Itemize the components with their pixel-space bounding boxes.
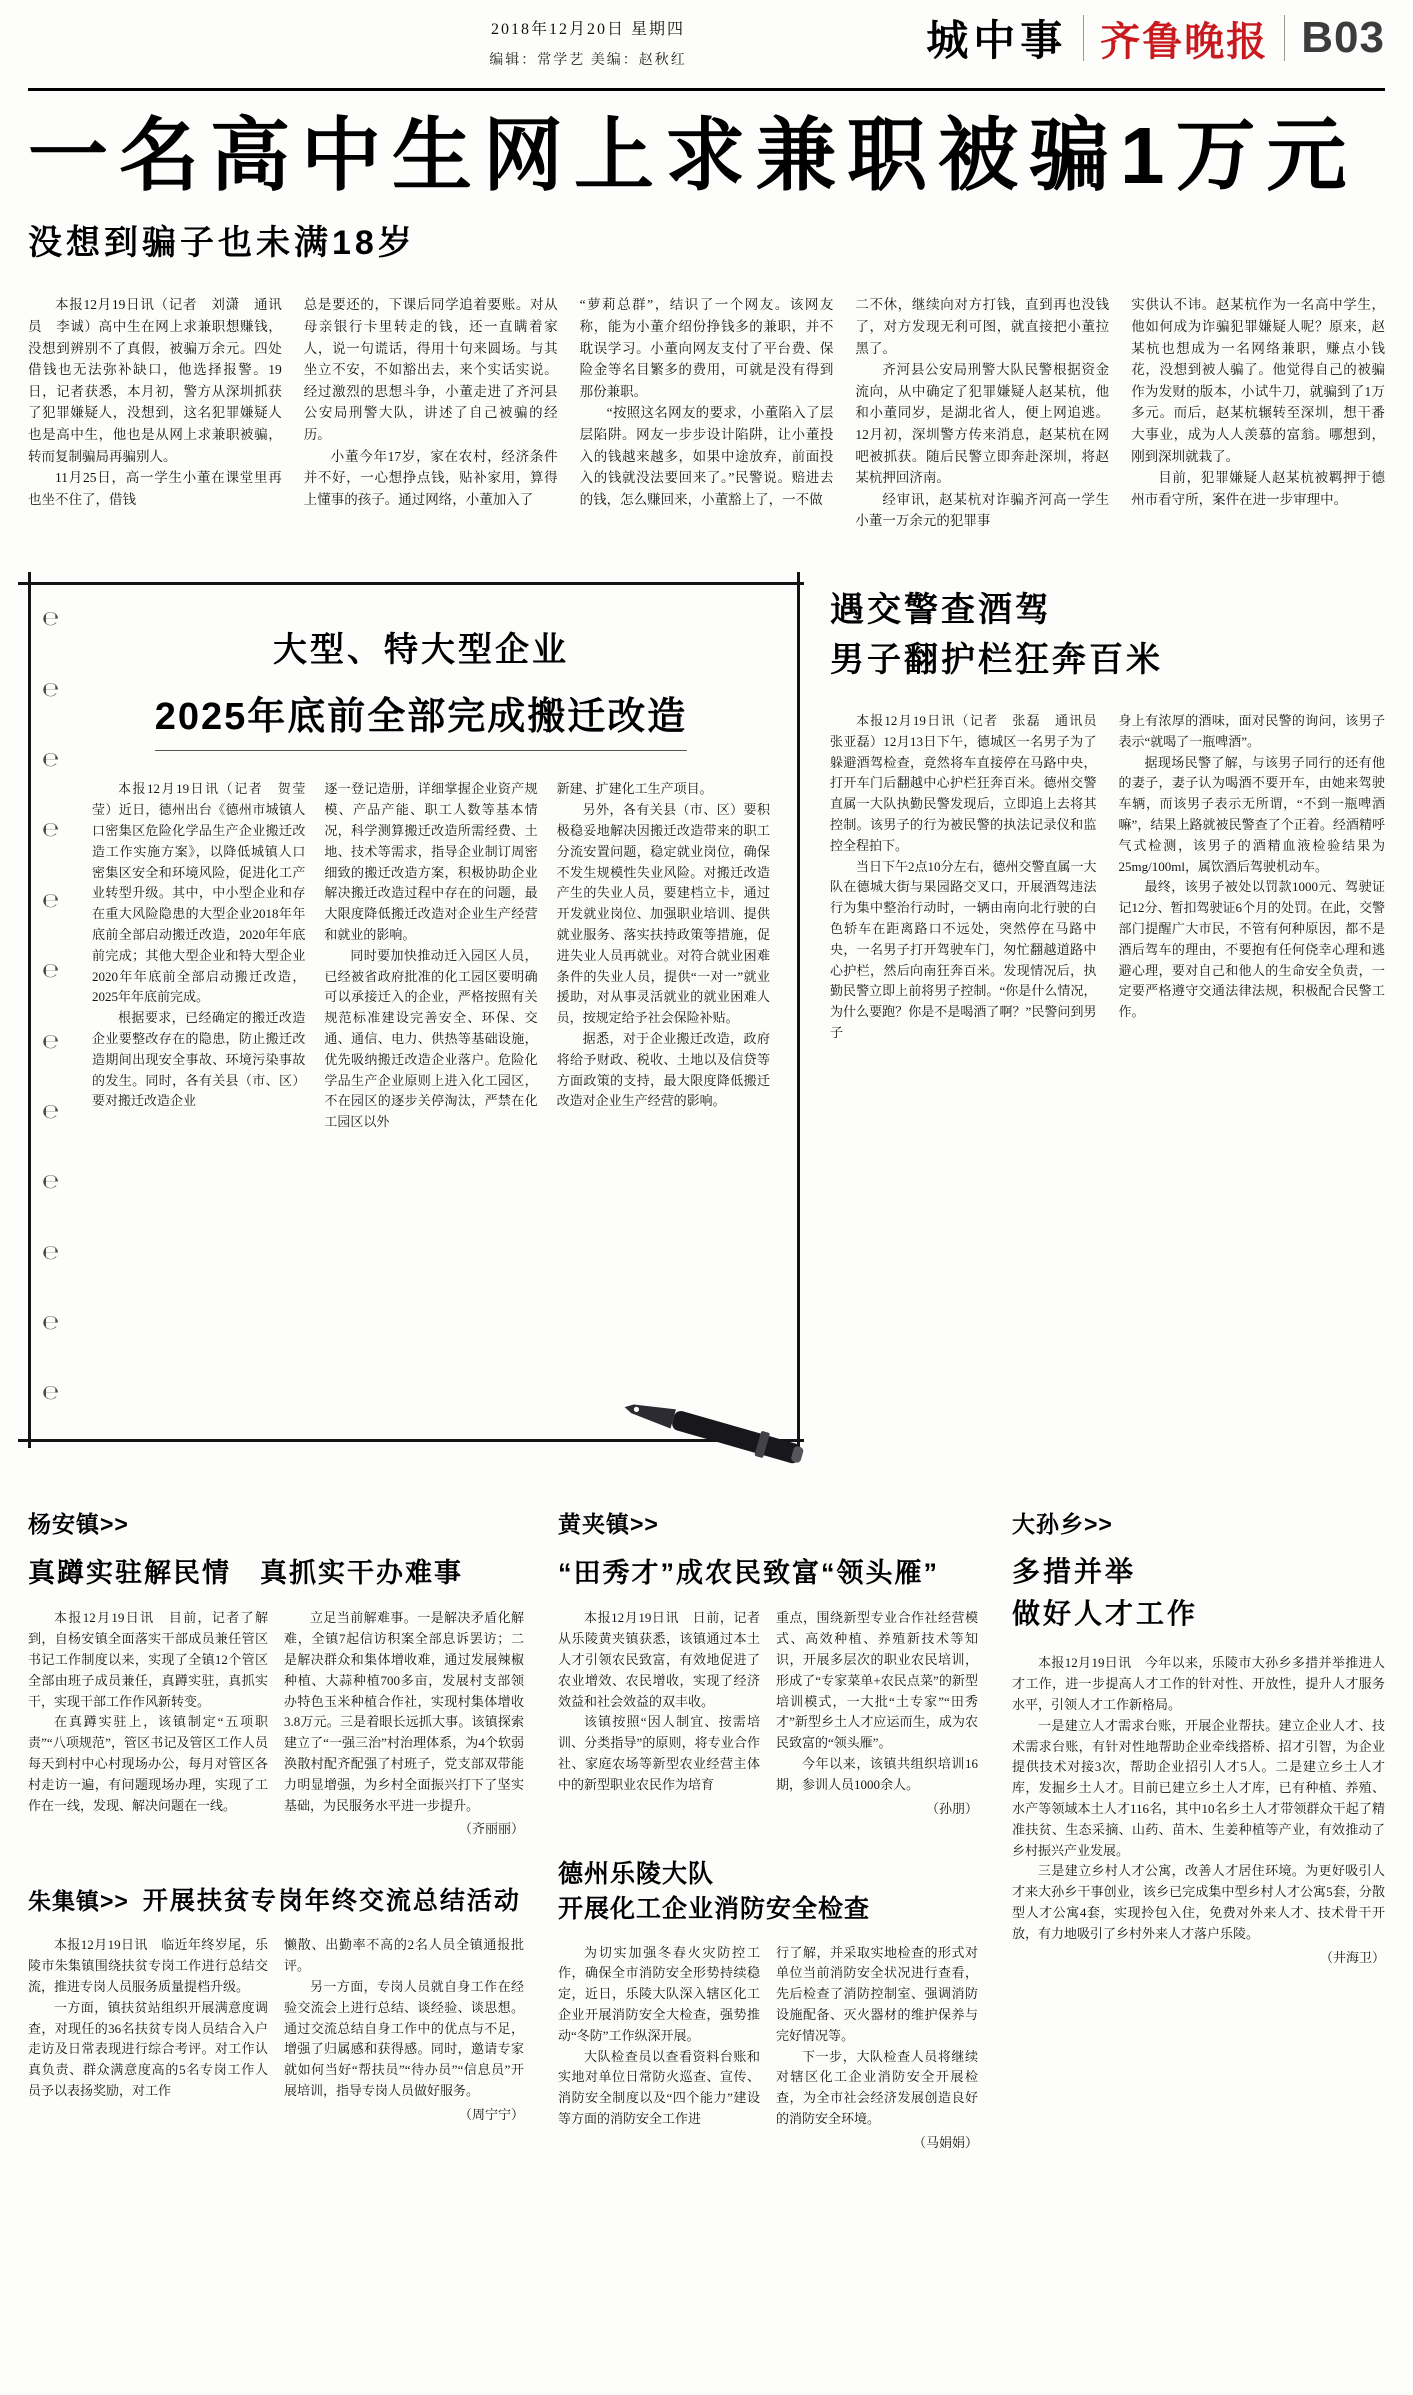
- lead-story: [28, 113, 1385, 542]
- yangan-title: 真蹲实驻解民情 真抓实干办难事: [28, 1558, 463, 1589]
- body-paragraph: “萝莉总群”，结识了一个网友。该网友称，能为小董介绍份挣钱多的兼职，并不耽误学习。小董向网友支付了平台费、保险金等名目繁多的费用，可就是没有得到那份兼职。: [579, 297, 834, 399]
- section-title: 城中事: [926, 17, 1068, 64]
- page-number: B03: [1301, 13, 1385, 62]
- body-paragraph: 齐河县公安局刑警大队民警根据资金流向，从中确定了犯罪嫌疑人赵某杭，他和小董同岁，是湖北省人，便上网追逃。12月初，深圳警方传来消息，赵某杭在网吧被抓获。随后民警立即奔赴深圳，将赵某杭押回济南。: [855, 362, 1110, 486]
- drunk-driving-body: [830, 711, 1385, 1044]
- body-paragraph: 本报12月19日讯 目前，记者了解到，自杨安镇全面落实干部成员兼任管区书记工作制度以来，实现了全镇12个管区全部由班子成员兼任，真蹲实驻，真抓实干，实现干部工作作风新转变。: [28, 1610, 268, 1709]
- body-paragraph: 一方面，镇扶贫站组织开展满意度调查，对现任的36名扶贫专岗人员结合入户走访及日常表现进行综合考评。对工作认真负责、群众满意度高的5名专岗工作人员予以表扬奖励，对工作: [28, 1999, 268, 2098]
- zhuji-body: [28, 1935, 524, 2122]
- lead-headline: 一名高中生网上求兼职被骗1万元: [28, 111, 1358, 200]
- yangan-story: [28, 1506, 524, 1837]
- body-paragraph: 本报12月19日讯（记者 刘潇 通讯员 李诚）高中生在网上求兼职想赚钱，没想到辨别不了真假，被骗万余元。四处借钱也无法弥补缺口，他选择报警。19日，记者获悉，本月初，警方从深圳抓获了犯罪嫌疑人，没想到，这名犯罪嫌疑人也是高中生，他也是从网上求兼职被骗，转而复制骗局再骗别人。: [28, 297, 282, 464]
- body-paragraph: 同时要加快推动迁入园区人员，已经被省政府批准的化工园区要明确可以承接迁入的企业，严格按照有关规范标准建设完善安全、环保、交通、通信、电力、供热等基础设施，优先吸纳搬迁改造企业落户。危险化学品生产企业原则上进入化工园区，不在园区的逐步关停淘汰，严禁在化工园区以外: [324, 947, 538, 1130]
- body-paragraph: 下一步，大队检查人员将继续对辖区化工企业消防安全开展检查，为全市社会经济发展创造良好的消防安全环境。: [776, 2048, 978, 2126]
- yangan-body: [28, 1608, 524, 1837]
- lead-column-5: [1131, 294, 1385, 542]
- quote-ornament-icon: [42, 1171, 62, 1191]
- huangjia-title: “田秀才”成农民致富“领头雁”: [558, 1558, 939, 1589]
- fire-column-2: [776, 1943, 978, 2151]
- divider: [1284, 15, 1285, 61]
- quote-ornament-icon: [42, 679, 62, 699]
- lead-column-2: [304, 294, 558, 542]
- zhuji-column-1: [28, 1935, 268, 2122]
- bottom-group-1: [28, 1506, 524, 2150]
- body-paragraph: 逐一登记造册，详细掌握企业资产规模、产品产能、职工人数等基本情况，科学测算搬迁改造所需经费、土地、技术等需求，指导企业制订周密细致的搬迁改造方案，积极协助企业解决搬迁改造过程中存在的问题，最大限度降低搬迁改造对企业生产经营和就业的影响。: [324, 781, 538, 942]
- yangan-column-2: [284, 1608, 524, 1837]
- zhuji-title: 开展扶贫专岗年终交流总结活动: [142, 1887, 521, 1916]
- body-paragraph: 立足当前解难事。一是解决矛盾化解难，全镇7起信访积案全部息诉罢访；二是解决群众和集体增收难，通过发展辣椒种植、大蒜种植700多亩，发展村支部领办特色玉米种植合作社，实现村集体增收3.8万元。三是着眼长远抓大事。该镇探索建立了“一强三治”村治理体系，为4个软弱涣散村配齐配强了村班子，党支部双带能力明显增强，为乡村全面振兴打下了坚实基础，为民服务水平进一步提升。: [284, 1610, 524, 1813]
- huangjia-column-2: [776, 1608, 978, 1816]
- body-paragraph: 目前，犯罪嫌疑人赵某杭被羁押于德州市看守所，案件在进一步审理中。: [1131, 470, 1385, 507]
- bottom-group-3: [1012, 1506, 1385, 2150]
- body-paragraph: 一是建立人才需求台账，开展企业帮扶。建立企业人才、技术需求台账，有针对性地帮助企业牵线搭桥、招才引智，为企业提供技术对接3次，帮助企业招引人才5人。二是建立乡土人才库，发掘乡土人才。目前已建立乡土人才库，已有种植、养殖、水产等领域本土人才116名，其中10名乡土人才带领群众干起了精准扶贫、生态采摘、山药、苗木、生姜种植等产业，有效推动了乡村振兴产业发展。: [1012, 1717, 1385, 1858]
- body-paragraph: 今年以来，该镇共组织培训16期，参训人员1000余人。: [776, 1755, 978, 1792]
- relocation-title-line2: 2025年底前全部完成搬迁改造: [155, 685, 688, 751]
- fire-column-1: [558, 1943, 760, 2151]
- huangjia-story: [558, 1506, 978, 1816]
- zhuji-story: [28, 1881, 524, 2122]
- body-paragraph: 为切实加强冬春火灾防控工作，确保全市消防安全形势持续稳定，近日，乐陵大队深入辖区化工企业开展消防安全大检查，强势推动“冬防”工作纵深开展。: [558, 1944, 760, 2043]
- huangjia-body: [558, 1608, 978, 1816]
- quote-ornament-icon: [42, 1382, 62, 1402]
- lead-column-1: [28, 294, 282, 542]
- relocation-title-line1: 大型、特大型企业: [273, 631, 569, 670]
- body-paragraph: 当日下午2点10分左右，德州交警直属一大队在德城大街与果园路交叉口，开展酒驾违法行为集中整治行动时，一辆由南向北行驶的白色轿车在距离路口不远处，突然停在马路中央，一名男子打开驾驶车门，匆忙翻越道路中心护栏，然后向南狂奔百米。发现情况后，执勤民警立即上前将男子控制。“你是什么情况，为什么要跑？你是不是喝酒了啊？”民警问到男子: [830, 858, 1097, 1040]
- fire-inspection-title: [558, 1857, 978, 1927]
- bottom-group-2: [558, 1506, 978, 2150]
- body-paragraph: 11月25日，高一学生小董在课堂里再也坐不住了，借钱: [28, 470, 282, 507]
- town-label-huangjia: 黄夹镇>>: [558, 1511, 659, 1538]
- fire-title-line2: 开展化工企业消防安全检查: [558, 1894, 871, 1923]
- body-paragraph: 新建、扩建化工生产项目。: [556, 781, 713, 797]
- masthead-center: [348, 16, 828, 69]
- quote-ornament-icon: [42, 960, 62, 980]
- dasun-title: [1012, 1551, 1385, 1635]
- town-label-dasun: 大孙乡>>: [1012, 1511, 1113, 1538]
- body-paragraph: 另一方面，专岗人员就自身工作在经验交流会上进行总结、谈经验、谈思想。通过交流总结自身工作中的优点与不足，增强了归属感和获得感。同时，邀请专家就如何当好“帮扶员”“待办员”“信息员”开展培训，指导专岗人员做好服务。: [284, 1978, 524, 2098]
- yangan-column-1: [28, 1608, 268, 1837]
- zhuji-header: [28, 1881, 524, 1917]
- byline: （马娟娟）: [912, 2134, 978, 2150]
- body-paragraph: 在真蹲实驻上，该镇制定“五项职责”“八项规范”，管区书记及管区工作人员每天到村中心村现场办公，每月对管区各村走访一遍，有问题现场办理，实现了工作在一线，发现、解决问题在一线。: [28, 1714, 268, 1813]
- body-paragraph: 另外，各有关县（市、区）要积极稳妥地解决因搬迁改造带来的职工分流安置问题，稳定就业岗位，确保不发生规模性失业风险。对搬迁改造产生的失业人员，要建档立卡，通过开发就业岗位、加强职业培训、提供就业服务、落实扶持政策等措施，促进失业人员再就业。对符合就业困难条件的失业人员，提供“一对一”就业援助，对从事灵活就业的就业困难人员，按规定给予社会保险补贴。: [556, 802, 770, 1026]
- quote-ornament-icon: [42, 1101, 62, 1121]
- body-paragraph: 经审讯，赵某杭对诈骗齐河高一学生小董一万余元的犯罪事: [855, 491, 1110, 529]
- fire-inspection-story: [558, 1857, 978, 2151]
- middle-section: [28, 582, 1385, 1442]
- body-paragraph: 懒散、出勤率不高的2名人员全镇通报批评。: [284, 1937, 524, 1974]
- body-paragraph: 根据要求，已经确定的搬迁改造企业要整改存在的隐患，防止搬迁改造期间出现安全事故、环境污染事故的发生。同时，各有关县（市、区）要对搬迁改造企业: [92, 1010, 306, 1109]
- relocation-column-1: [92, 779, 305, 1133]
- pen-icon: [606, 1386, 816, 1486]
- editors-line: 编辑：常学艺 美编：赵秋红: [489, 53, 687, 68]
- relocation-column-2: [324, 779, 537, 1133]
- body-paragraph: 实供认不讳。赵某杭作为一名高中学生，他如何成为诈骗犯罪嫌疑人呢？原来，赵某杭也想成为一名网络兼职，赚点小钱花，没想到被人骗了。他觉得自己的被骗作为发财的版本，小试牛刀，就骗到了1万多元。而后，赵某杭辗转至深圳，想干番大事业，成为人人羡慕的富翁。哪想到，刚到深圳就栽了。: [1131, 297, 1385, 464]
- body-paragraph: 本报12月19日讯（记者 张磊 通讯员 张亚磊）12月13日下午，德城区一名男子为了躲避酒驾检查，竟然将车直接停在马路中央，打开车门后翻越中心护栏狂奔百米。德州交警直属一大队执勤民警发现后，立即追上去将其控制。该男子的行为被民警的执法记录仪和监控全程拍下。: [830, 712, 1110, 853]
- ornament-rail: [42, 608, 62, 1402]
- drunk-driving-title-line1: 遇交警查酒驾: [830, 591, 1052, 630]
- masthead-rule: [28, 88, 1385, 91]
- body-paragraph: 大队检查员以查看资料台账和实地对单位日常防火巡查、宣传、消防安全制度以及“四个能力”建设等方面的消防安全工作进: [558, 2048, 760, 2126]
- body-paragraph: 本报12月19日讯 日前，记者从乐陵黄夹镇获悉，该镇通过本土人才引领农民致富，有效地促进了农业增效、农民增收，实现了经济效益和社会效益的双丰收。: [558, 1610, 760, 1709]
- fire-title-line1: 德州乐陵大队: [558, 1859, 715, 1888]
- dasun-title-line2: 做好人才工作: [1012, 1598, 1199, 1630]
- body-paragraph: 行了解，并采取实地检查的形式对单位当前消防安全状况进行查看，先后检查了消防控制室、强调消防设施配备、灭火器材的维护保养与完好情况等。: [776, 1944, 978, 2043]
- quote-ornament-icon: [42, 819, 62, 839]
- masthead-right: [926, 8, 1385, 68]
- town-label-yangan: 杨安镇>>: [28, 1511, 129, 1538]
- drunk-driving-title-line2: 男子翻护栏狂奔百米: [830, 640, 1163, 679]
- quote-ornament-icon: [42, 890, 62, 910]
- dasun-story: [1012, 1506, 1385, 1965]
- lead-subhead: 没想到骗子也未满18岁: [28, 224, 416, 263]
- body-paragraph: 二不休，继续向对方打钱，直到再也没钱了，对方发现无利可图，就直接把小董拉黑了。: [855, 297, 1110, 356]
- quote-ornament-icon: [42, 1031, 62, 1051]
- lead-column-4: [855, 294, 1109, 542]
- quote-ornament-icon: [42, 608, 62, 628]
- lead-body: [28, 294, 1385, 542]
- lead-column-3: [580, 294, 834, 542]
- body-paragraph: 该镇按照“因人制宜、按需培训、分类指导”的原则，将专业合作社、家庭农场等新型农业经营主体中的新型职业农民作为培育: [558, 1714, 760, 1792]
- drunk-driving-title: [830, 586, 1385, 685]
- drunk-driving-column-2: [1119, 711, 1386, 1044]
- body-paragraph: 总是要还的，下课后同学追着要账。对从母亲银行卡里转走的钱，还一直瞒着家人，说一句谎话，得用十句来圆场。与其坐立不安，不如豁出去，来个实话实说。经过激烈的思想斗争，小董走进了齐河县公安局刑警大队，讲述了自己被骗的经历。: [303, 297, 558, 442]
- divider: [1083, 15, 1084, 61]
- fire-inspection-body: [558, 1943, 978, 2151]
- zhuji-column-2: [284, 1935, 524, 2122]
- relocation-column-3: [557, 779, 770, 1133]
- huangjia-column-1: [558, 1608, 760, 1816]
- bottom-section: [28, 1506, 1385, 2150]
- body-paragraph: 三是建立乡村人才公寓，改善人才居住环境。为更好吸引人才来大孙乡干事创业，该乡已完成集中型乡村人才公寓5套，分散型人才公寓4套，实现拎包入住，免费对外来人才、技术骨干开放，有力地吸引了乡村外来人才落户乐陵。: [1012, 1863, 1385, 1941]
- quote-ornament-icon: [42, 1242, 62, 1262]
- body-paragraph: 本报12月19日讯 临近年终岁尾，乐陵市朱集镇围绕扶贫专岗工作进行总结交流，推进专岗人员服务质量提档升级。: [28, 1937, 268, 1994]
- town-label-zhuji: 朱集镇>>: [28, 1888, 129, 1915]
- body-paragraph: “按照这名网友的要求，小董陷入了层层陷阱。网友一步步设计陷阱，让小董投入的钱越来越多，如果中途放弃，前面投入的钱就没法要回来了。”民警说。赔进去的钱，怎么赚回来，小董豁上了，一不做: [579, 405, 834, 507]
- body-paragraph: 最终，该男子被处以罚款1000元、驾驶证记12分、暂扣驾驶证6个月的处罚。在此，交警部门提醒广大市民，不管有何种原因，都不是酒后驾车的理由，不要抱有任何侥幸心理和逃避心理，要对自己和他人的生命安全负责，一定要严格遵守交通法律法规，积极配合民警工作。: [1118, 879, 1386, 1020]
- body-paragraph: 小董今年17岁，家在农村，经济条件并不好，一心想挣点钱，贴补家用，算得上懂事的孩子。通过网络，小董加入了: [303, 448, 558, 507]
- quote-ornament-icon: [42, 1312, 62, 1332]
- byline: （井海卫）: [1319, 1949, 1385, 1965]
- drunk-driving-story: [830, 582, 1385, 1442]
- byline: （孙朋）: [925, 1800, 978, 1816]
- drunk-driving-column-1: [830, 711, 1110, 1044]
- relocation-body: [92, 779, 770, 1133]
- relocation-story-box: [28, 582, 800, 1442]
- quote-ornament-icon: [42, 749, 62, 769]
- paper-logo: 齐鲁晚报: [1100, 18, 1269, 64]
- body-paragraph: 据悉，对于企业搬迁改造，政府将给予财政、税收、土地以及信贷等方面政策的支持，最大限度降低搬迁改造对企业生产经营的影响。: [556, 1030, 770, 1109]
- body-paragraph: 身上有浓厚的酒味，面对民警的询问，该男子表示“就喝了一瓶啤酒”。: [1118, 712, 1385, 749]
- masthead: [28, 0, 1385, 86]
- byline: （周宁宁）: [458, 2106, 524, 2122]
- body-paragraph: 重点，围绕新型专业合作社经营模式、高效种植、养殖新技术等知识，开展多层次的职业农民培训，形成了“专家菜单+农民点菜”的新型培训模式，一大批“土专家”“田秀才”新型乡土人才应运而生，成为农民致富的“领头雁”。: [776, 1610, 978, 1751]
- body-paragraph: 本报12月19日讯 今年以来，乐陵市大孙乡多措并举推进人才工作，进一步提高人才工作的针对性、开放性，提升人才服务水平，引领人才工作新格局。: [1012, 1655, 1385, 1712]
- body-paragraph: 据现场民警了解，与该男子同行的还有他的妻子，妻子认为喝酒不要开车，由她来驾驶车辆，而该男子表示无所谓，“不到一瓶啤酒嘛”，结果上路就被民警查了个正着。经酒精呼气式检测，该男子的酒精血液检验结果为25mg/100ml，属饮酒后驾驶机动车。: [1118, 754, 1385, 874]
- dasun-title-line1: 多措并举: [1012, 1556, 1137, 1588]
- byline: （齐丽丽）: [458, 1821, 524, 1837]
- date-line: 2018年12月20日 星期四: [490, 21, 685, 38]
- body-paragraph: 本报12月19日讯（记者 贺莹莹）近日，德州出台《德州市城镇人口密集区危险化学品生产企业搬迁改造工作实施方案》，以降低城镇人口密集区安全和环境风险，促进化工产业转型升级。其中，中小型企业和存在重大风险隐患的大型企业2018年年底前全部启动搬迁改造，2020年年底前完成；其他大型企业和特大型企业2020年年底前全部启动搬迁改造，2025年年底前完成。: [92, 781, 306, 1005]
- relocation-title: [92, 616, 770, 751]
